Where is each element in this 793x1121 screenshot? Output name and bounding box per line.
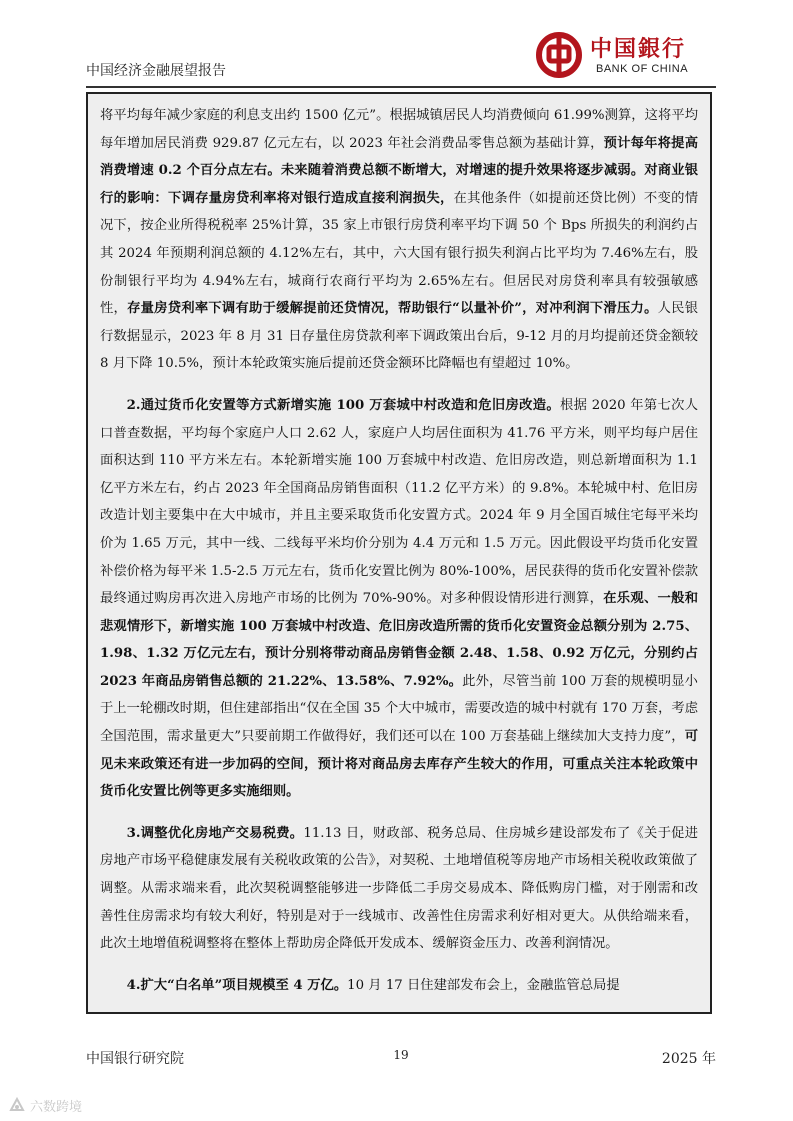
logo-chinese-name: 中国銀行 [590,36,687,62]
watermark-text: 六数跨境 [30,1100,83,1115]
footer-institute: 中国银行研究院 [86,1051,184,1067]
page-header [86,30,716,85]
header-divider [86,86,716,88]
text-segment: 根据 2020 年第七次人口普查数据，平均每个家庭户人口 2.62 人，家庭户人均居住面积为 41.76 平方米，则平均每户居住面积达到 110 平方米左右。本轮新增实施 100 万套城中村改造、危旧房改造，则总新增面积为 1.1 亿平方米左右，约占 2023 年全国商品房销售面积（11.2 亿平方米）的 9.8%。本轮城中村、危旧房改造计划主要集中在大中城市，并且主要采取货币化安置方式。2024 年 9 月全国百城住宅每平米均价为 1.65 万元，其中一线、二线每平米均价分别为 4.4 万元和 1.5 万元。因此假设平均货币化安置补偿价格为每平米 1.5-2.5 万元左右，货币化安置比例为 80%-100%，居民获得的货币化安置补偿款最终通过购房再次进入房地产市场的比例为 70%-90%。对多种假设情形进行测算， [100,397,698,607]
page-footer [86,1048,716,1068]
text-segment: 人民银行数据显示，2023 年 8 月 31 日存量住房贷款利率下调政策出台后，9-12 月的月均提前还贷金额较 8 月下降 10.5%，预计本轮政策实施后提前还贷金额环比降幅也有望超过 10%。 [100,301,699,372]
body-paragraph [100,102,698,378]
logo-english-name: BANK OF CHINA [596,63,689,75]
text-segment: 将平均每年减少家庭的利息支出约 1500 亿元”。根据城镇居民人均消费倾向 61.99%测算，这将平均每年增加居民消费 929.87 亿元左右，以 2023 年社会消费品零售总额为基础计算， [100,108,698,151]
bold-text-segment: 2.通过货币化安置等方式新增实施 100 万套城中村改造和危旧房改造。 [126,397,560,413]
bold-text-segment: 可见未来政策还有进一步加码的空间，预计将对商品房去库存产生较大的作用，可重点关注本轮政策中货币化安置比例等更多实施细则。 [100,729,698,800]
watermark-icon [8,1096,26,1114]
text-segment: 11.13 日，财政部、税务总局、住房城乡建设部发布了《关于促进房地产市场平稳健康发展有关税收政策的公告》，对契税、土地增值税等房地产市场相关税收政策做了调整。从需求端来看，此次契税调整能够进一步降低二手房交易成本、降低购房门槛，对于刚需和改善性住房需求均有较大利好，特别是对于一线城市、改善性住房需求利好相对更大。从供给端来看，此次土地增值税调整将在整体上帮助房企降低开发成本、缓解资金压力、改善利润情况。 [100,825,698,952]
text-segment: 此外，尽管当前 100 万套的规模明显小于上一轮棚改时期，但住建部指出“仅在全国 35 个大中城市，需要改造的城中村就有 170 万套，考虑全国范围，需求量更大”只要前期工作做得好，我们还可以在 100 万套基础上继续加大支持力度”， [100,673,698,745]
bold-text-segment: 3.调整优化房地产交易税费。 [126,825,304,841]
bank-of-china-logo-icon [536,32,582,78]
page-number: 19 [393,1048,409,1062]
text-segment: 在其他条件（如提前还贷比例）不变的情况下，按企业所得税税率 25%计算，35 家上市银行房贷利率平均下调 50 个 Bps 所损失的利润约占其 2024 年预期利润总额的 4.12%左右，其中，六大国有银行损失利润占比平均为 7.46%左右，股份制银行平均为 4.94%左右，城商行农商行平均为 2.65%左右。但居民对房贷利率具有较强敏感性， [100,190,699,317]
text-segment: 10 月 17 日住建部发布会上，金融监管总局提 [347,977,620,993]
bank-of-china-logo [536,30,716,80]
watermark [8,1096,118,1114]
report-title: 中国经济金融展望报告 [86,63,226,79]
content-box [86,92,712,1014]
footer-year: 2025 年 [661,1051,716,1067]
bold-text-segment: 预计每年将提高消费增速 0.2 个百分点左右。未来随着消费总额不断增大，对增速的提升效果将逐步减弱。对商业银行的影响：下调存量房贷利率将对银行造成直接利润损失， [100,135,698,206]
body-paragraph [100,972,698,1000]
bold-text-segment: 存量房贷利率下调有助于缓解提前还贷情况，帮助银行“以量补价”，对冲利润下滑压力。 [127,301,658,317]
body-paragraph [100,392,698,806]
bold-text-segment: 在乐观、一般和悲观情形下，新增实施 100 万套城中村改造、危旧房改造所需的货币化安置资金总额分别为 2.75、1.98、1.32 万亿元左右，预计分别将带动商品房销售金额 2.48、1.58、0.92 万亿元，分别约占 2023 年商品房销售总额的 21.22%、13.58%、7.92%。 [100,591,699,689]
bold-text-segment: 4.扩大“白名单”项目规模至 4 万亿。 [126,977,348,993]
body-paragraph [100,820,698,958]
